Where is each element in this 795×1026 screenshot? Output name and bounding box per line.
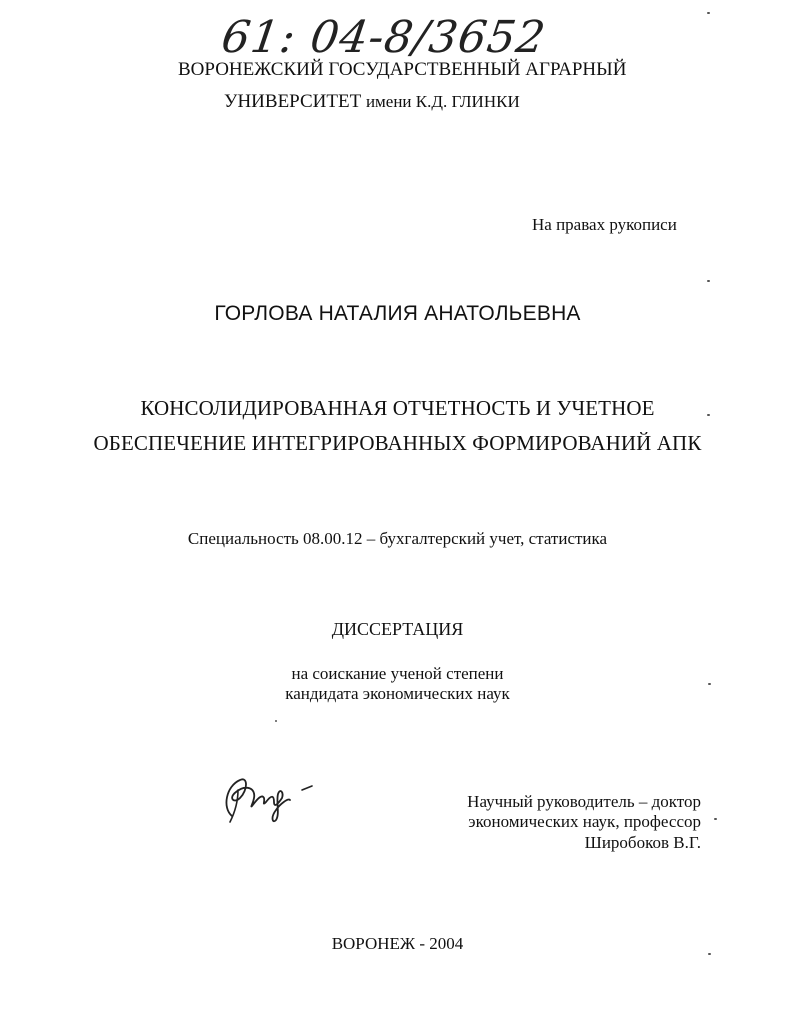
scan-speck bbox=[707, 414, 710, 416]
degree-line-1: на соискание ученой степени bbox=[291, 664, 504, 683]
city-year: ВОРОНЕЖ - 2004 bbox=[331, 934, 464, 953]
degree-line-2: кандидата экономических наук bbox=[285, 684, 510, 703]
manuscript-rights-note: На правах рукописи bbox=[532, 215, 677, 234]
supervisor-line-1: Научный руководитель – доктор bbox=[467, 792, 701, 811]
supervisor-name: Широбоков В.Г. bbox=[584, 833, 701, 852]
institution-line-2 bbox=[224, 91, 520, 113]
document-type: ДИССЕРТАЦИЯ bbox=[331, 619, 464, 639]
scan-speck bbox=[275, 720, 277, 722]
scan-speck bbox=[714, 818, 717, 820]
institution-line-2-main: УНИВЕРСИТЕТ bbox=[224, 91, 362, 112]
thesis-title-line-2: ОБЕСПЕЧЕНИЕ ИНТЕГРИРОВАННЫХ ФОРМИРОВАНИЙ АПК bbox=[93, 431, 702, 455]
signature-icon bbox=[218, 768, 328, 828]
thesis-title-line-1: КОНСОЛИДИРОВАННАЯ ОТЧЕТНОСТЬ И УЧЕТНОЕ bbox=[140, 396, 655, 420]
scan-speck bbox=[707, 280, 710, 282]
scan-speck bbox=[708, 683, 711, 685]
scan-speck bbox=[708, 953, 711, 955]
institution-line-1: ВОРОНЕЖСКИЙ ГОСУДАРСТВЕННЫЙ АГРАРНЫЙ bbox=[178, 59, 627, 80]
archive-number-handwritten: 61: 04-8/3652 bbox=[218, 12, 550, 63]
author-name: ГОРЛОВА НАТАЛИЯ АНАТОЛЬЕВНА bbox=[214, 302, 581, 325]
scan-speck bbox=[707, 12, 710, 14]
supervisor-line-2: экономических наук, профессор bbox=[468, 812, 701, 831]
institution-line-2-rest: имени К.Д. ГЛИНКИ bbox=[365, 92, 520, 111]
specialty: Специальность 08.00.12 – бухгалтерский учет, статистика bbox=[187, 529, 608, 548]
